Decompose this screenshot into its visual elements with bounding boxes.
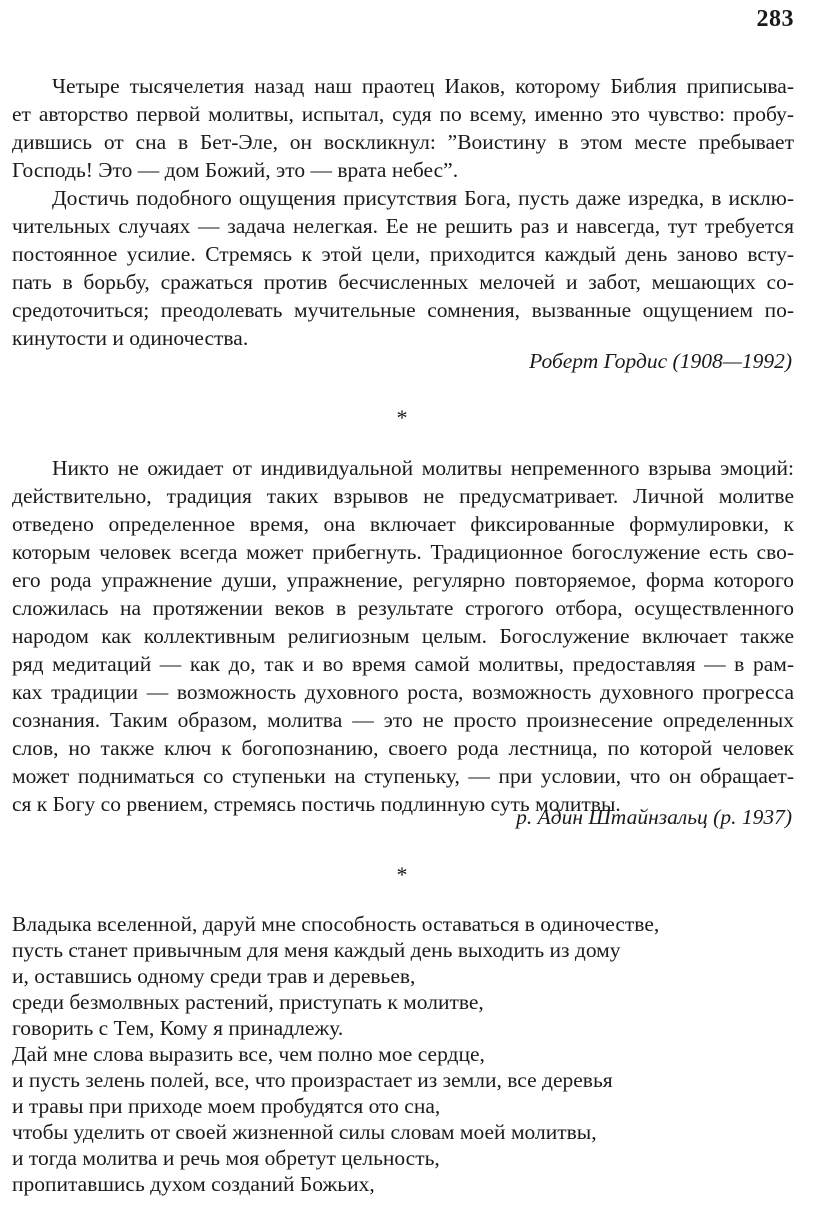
text-line: средоточиться; преодолевать мучительные сомнения, вызванные ощущением по-	[12, 298, 794, 322]
section-separator: *	[396, 405, 408, 430]
text-line: ет авторство первой молитвы, испытал, судя по всему, именно это чувство: пробу-	[12, 102, 794, 126]
section-separator: *	[396, 862, 408, 887]
text-line: Достичь подобного ощущения присутствия Бога, пусть даже изредка, в исклю-	[52, 186, 794, 210]
attribution-author: Роберт Гордис (1908—1992)	[529, 349, 792, 373]
poem-line: и пусть зелень полей, все, что произрастает из земли, все деревья	[12, 1068, 613, 1092]
text-line: отведено определенное время, она включает фиксированные формулировки, к	[12, 512, 794, 536]
poem-line: говорить с Тем, Кому я принадлежу.	[12, 1016, 344, 1040]
text-line: может подниматься со ступеньки на ступеньку, — при условии, что он обращает-	[12, 764, 794, 788]
text-line: слов, но также ключ к богопознанию, своего рода лестница, по которой человек	[12, 736, 794, 760]
text-line: ся к Богу со рвением, стремясь постичь подлинную суть молитвы.	[12, 792, 621, 816]
poem-line: пусть станет привычным для меня каждый день выходить из дому	[12, 938, 621, 962]
text-line: ряд медитаций — как до, так и во время самой молитвы, предоставляя — в рам-	[12, 652, 794, 676]
text-line: сознания. Таким образом, молитва — это не просто произнесение определенных	[12, 708, 794, 732]
text-line: пать в борьбу, сражаться против бесчисленных мелочей и забот, мешающих со-	[12, 270, 794, 294]
text-line: его рода упражнение души, упражнение, регулярно повторяемое, форма которого	[12, 568, 794, 592]
poem-line: Дай мне слова выразить все, чем полно мое сердце,	[12, 1042, 485, 1066]
text-line: чительных случаях — задача нелегкая. Ее не решить раз и навсегда, тут требуется	[12, 214, 794, 238]
poem-line: среди безмолвных растений, приступать к молитве,	[12, 990, 484, 1014]
text-line: которым человек всегда может прибегнуть. Традиционное богослужение есть сво-	[12, 540, 794, 564]
poem-line: Владыка вселенной, даруй мне способность оставаться в одиночестве,	[12, 912, 660, 936]
poem-line: и тогда молитва и речь моя обретут цельность,	[12, 1146, 440, 1170]
poem-line: чтобы уделить от своей жизненной силы словам моей молитвы,	[12, 1120, 597, 1144]
text-line: Никто не ожидает от индивидуальной молитвы непременного взрыва эмоций:	[52, 456, 794, 480]
text-line: Четыре тысячелетия назад наш праотец Иаков, которому Библия приписыва-	[52, 74, 794, 98]
text-line: ках традиции — возможность духовного роста, возможность духовного прогресса	[12, 680, 794, 704]
poem-line: пропитавшись духом созданий Божьих,	[12, 1172, 375, 1196]
text-line: сложилась на протяжении веков в результате строгого отбора, осуществленного	[12, 596, 794, 620]
text-line: дившись от сна в Бет-Эле, он воскликнул: ”Воистину в этом месте пребывает	[12, 130, 794, 154]
text-line: народом как коллективным религиозным целым. Богослужение включает также	[12, 624, 794, 648]
page-number: 283	[756, 6, 794, 32]
poem-line: и травы при приходе моем пробудятся ото сна,	[12, 1094, 441, 1118]
attribution-author: р. Адин Штайнзальц (р. 1937)	[516, 805, 792, 829]
text-line: кинутости и одиночества.	[12, 326, 249, 350]
text-line: постоянное усилие. Стремясь к этой цели, приходится каждый день заново всту-	[12, 242, 794, 266]
text-line: действительно, традиция таких взрывов не предусматривает. Личной молитве	[12, 484, 794, 508]
text-line: Господь! Это — дом Божий, это — врата небес”.	[12, 158, 459, 182]
poem-line: и, оставшись одному среди трав и деревьев,	[12, 964, 416, 988]
